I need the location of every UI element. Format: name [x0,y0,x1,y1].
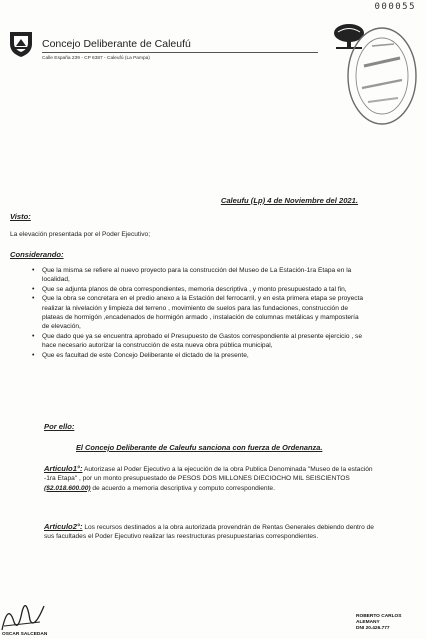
header-divider [42,52,318,53]
article-2 [44,522,374,542]
considerando-item: • Que es facultad de este Concejo Deliberante el dictado de la presente, [34,351,366,360]
por-ello-heading: Por ello: [44,422,75,431]
considerando-list [34,266,366,360]
article-1-text-end: de acuerdo a memoria descriptiva y computo correspondiente. [90,484,275,492]
article-1-text: Autorizase al Poder Ejecutivo a la ejecución de la obra Publica Denominada "Museo de la estación -1ra Etapa" , por un monto presupuestado de PESOS DOS MILLONES DIECIOCHO MIL SEISCIENTOS [44,466,373,483]
left-signatory-name: OSCAR SALCEDAN [2,632,48,637]
considerando-item: • Que se adjunta planos de obra correspondientes, memoria descriptiva , y monto presupuestado a tal fin, [34,285,366,294]
considerando-item: • Que dado que ya se encuentra aprobado el Presupuesto de Gastos correspondiente al presente ejercicio , se hace necesario autorizar la construcción de esta nueva obra pública municipal, [34,332,366,351]
article-2-label: Articulo2°: [44,522,83,531]
right-signatory-dni: DNI 20.426.777 [356,626,390,631]
handwritten-signature-icon [0,592,50,634]
sanction-statement: El Concejo Deliberante de Caleufu sanciona con fuerza de Ordenanza. [76,443,323,452]
visto-heading: Visto: [10,212,31,221]
considerando-item: • Que la misma se refiere al nuevo proyecto para la construcción del Museo de La Estación-1ra Etapa en la localidad, [34,266,366,285]
considerando-heading: Considerando: [10,250,64,259]
organization-address: Calle España 239 - CP 6387 - Caleufú (La Pampa) [42,56,150,61]
organization-name: Concejo Deliberante de Caleufú [42,38,191,50]
article-1-amount: ($2.018.600.00) [44,484,91,492]
council-emblem-icon [6,28,36,58]
document-date: Caleufu (Lp) 4 de Noviembre del 2021. [220,196,358,205]
page-number: 000055 [374,2,416,12]
visto-text: La elevación presentada por el Poder Ejecutivo; [10,231,151,238]
official-seal-stamp-icon [342,18,420,128]
article-1 [44,464,374,493]
considerando-item: • Que la obra se concretara en el predio anexo a la Estación del ferrocarril, y en esta primera etapa se proyecta realizar la nivelación y limpieza del terreno , movimiento de suelos para las fundaciones, construcción de plateas de hormigón ,encadenados de hormigón armado , instalación de columnas metálicas y mampostería de elevación, [34,294,366,332]
right-signatory-name: ROBERTO CARLOS ALEMANY [356,614,402,625]
article-2-text: Los recursos destinados a la obra autorizada provendrán de Rentas Generales debiendo dentro de sus facultades el Poder Ejecutivo realizar las reestructuras presupuestarias correspondientes. [44,524,374,541]
right-signatory-block [356,614,426,632]
article-1-label: Articulo1°: [44,464,83,473]
